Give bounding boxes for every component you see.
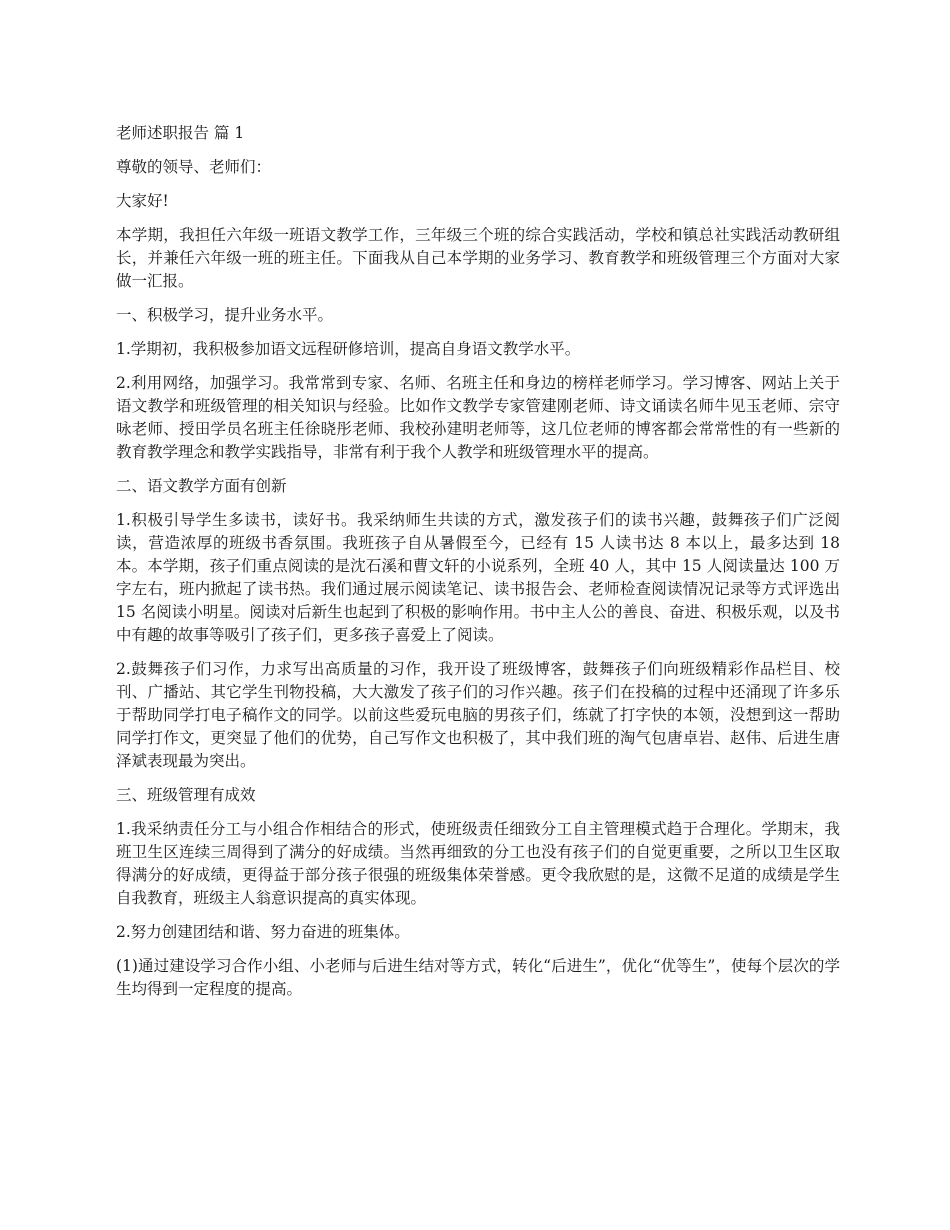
body-paragraph: 2.努力创建团结和谐、努力奋进的班集体。	[116, 923, 410, 941]
greeting-line: 尊敬的领导、老师们：	[116, 158, 272, 176]
body-paragraph: 2.鼓舞孩子们习作，力求写出高质量的习作，我开设了班级博客，鼓舞孩子们向班级精彩作品栏目、校刊、广播站、其它学生刊物投稿，大大激发了孩子们的习作兴趣。孩子们在投稿的过程中还涌现了许多乐于帮助同学打电子稿作文的同学。以前这些爱玩电脑的男孩子们，练就了打字快的本领，没想到这一帮助同学打作文，更突显了他们的优势，自己写作文也积极了，其中我们班的淘气包唐卓岩、赵伟、后进生唐泽斌表现最为突出。	[116, 660, 840, 770]
document-page	[116, 122, 840, 1012]
greeting-line: 大家好!	[116, 192, 169, 210]
body-paragraph: 本学期，我担任六年级一班语文教学工作，三年级三个班的综合实践活动，学校和镇总社实践活动教研组长，并兼任六年级一班的班主任。下面我从自己本学期的业务学习、教育教学和班级管理三个方面对大家做一汇报。	[116, 226, 840, 290]
document-title: 老师述职报告 篇 1	[116, 124, 245, 142]
body-paragraph: 1.积极引导学生多读书，读好书。我采纳师生共读的方式，激发孩子们的读书兴趣，鼓舞孩子们广泛阅读，营造浓厚的班级书香氛围。我班孩子自从暑假至今，已经有 15 人读书达 8 本以上，最多达到 18 本。本学期，孩子们重点阅读的是沈石溪和曹文轩的小说系列，全班 40 人，其中 15 人阅读量达 100 万字左右，班内掀起了读书热。我们通过展示阅读笔记、读书报告会、老师检查阅读情况记录等方式评选出 15 名阅读小明星。阅读对后新生也起到了积极的影响作用。书中主人公的善良、奋进、积极乐观，以及书中有趣的故事等吸引了孩子们，更多孩子喜爱上了阅读。	[116, 511, 840, 644]
body-paragraph: (1)通过建设学习合作小组、小老师与后进生结对等方式，转化“后进生”，优化“优等生”，使每个层次的学生均得到一定程度的提高。	[116, 957, 840, 998]
section-heading: 三、班级管理有成效	[116, 786, 256, 804]
section-heading: 二、语文教学方面有创新	[116, 477, 287, 495]
section-heading: 一、积极学习，提升业务水平。	[116, 306, 334, 324]
body-paragraph: 1.我采纳责任分工与小组合作相结合的形式，使班级责任细致分工自主管理模式趋于合理化。学期末，我班卫生区连续三周得到了满分的好成绩。当然再细致的分工也没有孩子们的自觉更重要，之所以卫生区取得满分的好成绩，更得益于部分孩子很强的班级集体荣誉感。更令我欣慰的是，这微不足道的成绩是学生自我教育，班级主人翁意识提高的真实体现。	[116, 820, 840, 907]
body-paragraph: 1.学期初，我积极参加语文远程研修培训，提高自身语文教学水平。	[116, 340, 581, 358]
body-paragraph: 2.利用网络，加强学习。我常常到专家、名师、名班主任和身边的榜样老师学习。学习博客、网站上关于语文教学和班级管理的相关知识与经验。比如作文教学专家管建刚老师、诗文诵读名师牛见玉老师、宗守咏老师、授田学员名班主任徐晓彤老师、我校孙建明老师等，这几位老师的博客都会常常性的有一些新的教育教学理念和教学实践指导，非常有利于我个人教学和班级管理水平的提高。	[116, 374, 840, 461]
